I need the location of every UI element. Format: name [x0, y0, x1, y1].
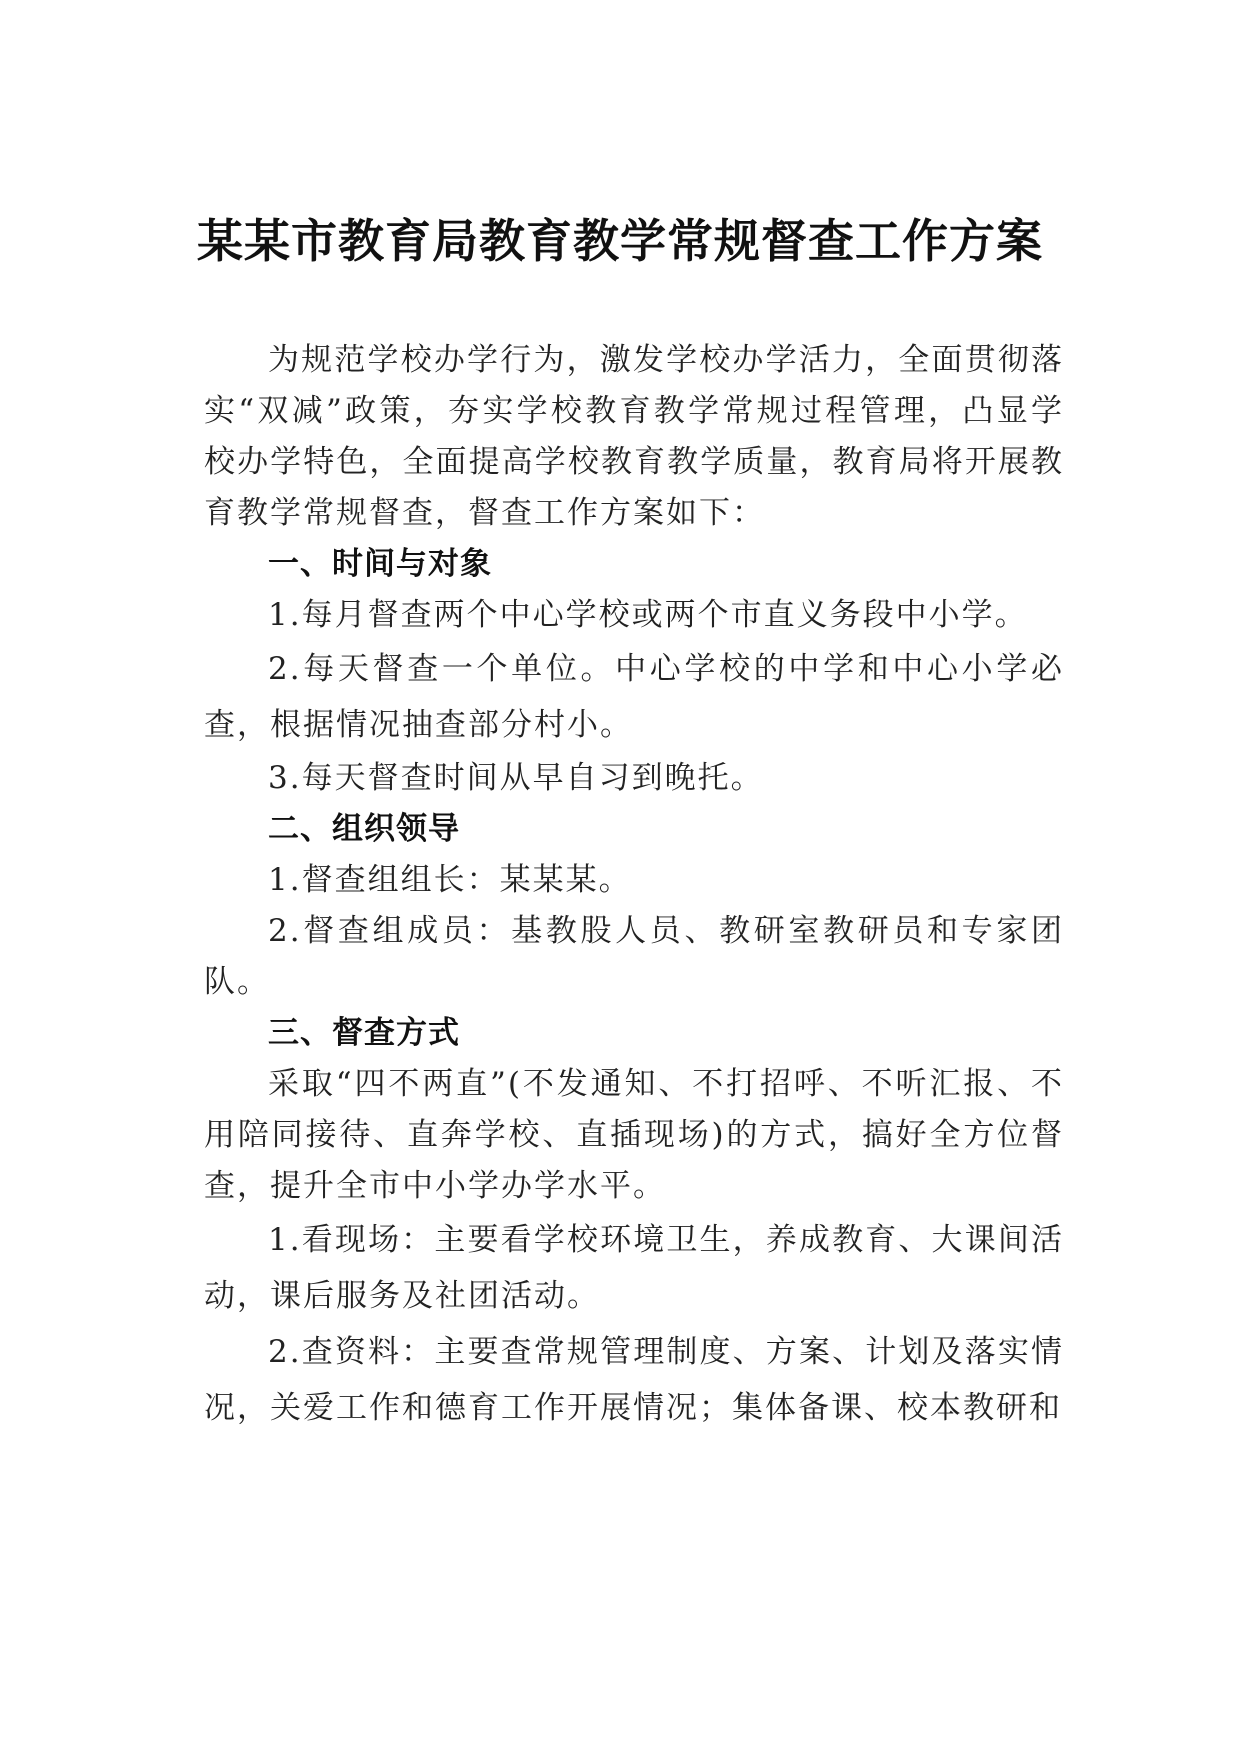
- section3-item-1: 1.看现场：主要看学校环境卫生，养成教育、大课间活动，课后服务及社团活动。: [204, 1222, 1064, 1314]
- intro-paragraph: 为规范学校办学行为，激发学校办学活力，全面贯彻落实“双减”政策，夯实学校教育教学常规过程管理，凸显学校办学特色，全面提高学校教育教学质量，教育局将开展教育教学常规督查，督查工作方案如下：: [204, 342, 1064, 531]
- section2-item-2: 2.督查组成员：基教股人员、教研室教研员和专家团队。: [204, 913, 1064, 1000]
- document-body: [204, 335, 1064, 1436]
- section1-item-2: 2.每天督查一个单位。中心学校的中学和中心小学必查，根据情况抽查部分村小。: [204, 651, 1064, 743]
- section-heading-method: 三、督查方式: [268, 1015, 460, 1051]
- section3-intro: 采取“四不两直”(不发通知、不打招呼、不听汇报、不用陪同接待、直奔学校、直插现场)的方式，搞好全方位督查，提升全市中小学办学水平。: [204, 1066, 1064, 1204]
- section2-item-1: 1.督查组组长：某某某。: [268, 862, 632, 898]
- section1-item-3: 3.每天督查时间从早自习到晚托。: [268, 760, 764, 796]
- section-heading-organization: 二、组织领导: [268, 811, 460, 847]
- document-title: 某某市教育局教育教学常规督查工作方案: [197, 214, 1043, 268]
- section3-item-2: 2.查资料：主要查常规管理制度、方案、计划及落实情况，关爱工作和德育工作开展情况；集体备课、校本教研和: [204, 1334, 1064, 1426]
- section-heading-time-target: 一、时间与对象: [268, 546, 492, 582]
- section1-item-1: 1.每月督查两个中心学校或两个市直义务段中小学。: [268, 597, 1028, 633]
